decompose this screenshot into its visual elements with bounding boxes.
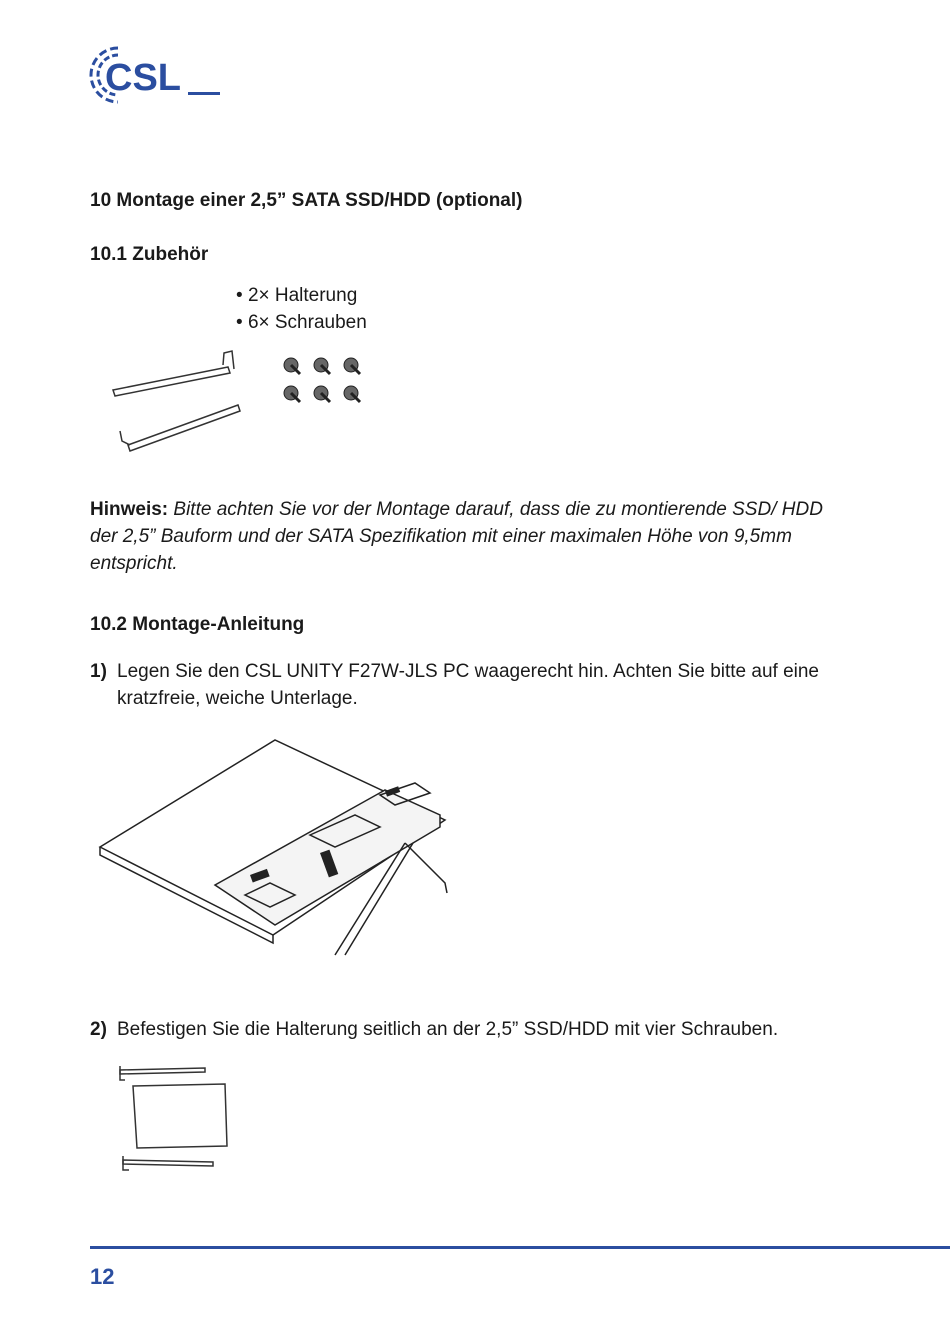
list-item: • 6× Schrauben	[236, 309, 367, 336]
step-1	[90, 658, 860, 712]
page-number: 12	[90, 1264, 115, 1289]
note-paragraph	[90, 496, 850, 577]
step-text: Befestigen Sie die Halterung seitlich an der 2,5” SSD/HDD mit vier Schrauben.	[117, 1019, 779, 1040]
instructions-title: 10.2 Montage-Anleitung	[90, 614, 305, 635]
step-number: 1)	[90, 661, 107, 682]
list-item: • 2× Halterung	[236, 282, 367, 309]
accessories-list	[236, 282, 367, 336]
note-label: Hinweis:	[90, 499, 169, 520]
csl-logo	[88, 40, 223, 110]
brackets-screws-illustration	[108, 345, 378, 455]
note-text: Bitte achten Sie vor der Montage darauf, dass die zu montierende SSD/ HDD der 2,5” Bauform und der SATA Spezifikation mit einer maximalen Höhe von 9,5mm entspricht.	[90, 499, 823, 574]
step-2	[90, 1016, 860, 1043]
pc-lying-flat-illustration	[95, 735, 455, 960]
step-number: 2)	[90, 1019, 107, 1040]
footer-divider	[90, 1246, 950, 1249]
hdd-bracket-illustration	[115, 1062, 235, 1174]
step-text: Legen Sie den CSL UNITY F27W-JLS PC waagerecht hin. Achten Sie bitte auf eine kratzfreie, weiche Unterlage.	[117, 661, 819, 709]
svg-text:CSL: CSL	[105, 57, 181, 99]
section-title: 10 Montage einer 2,5” SATA SSD/HDD (optional)	[90, 190, 523, 211]
accessories-title: 10.1 Zubehör	[90, 244, 209, 265]
